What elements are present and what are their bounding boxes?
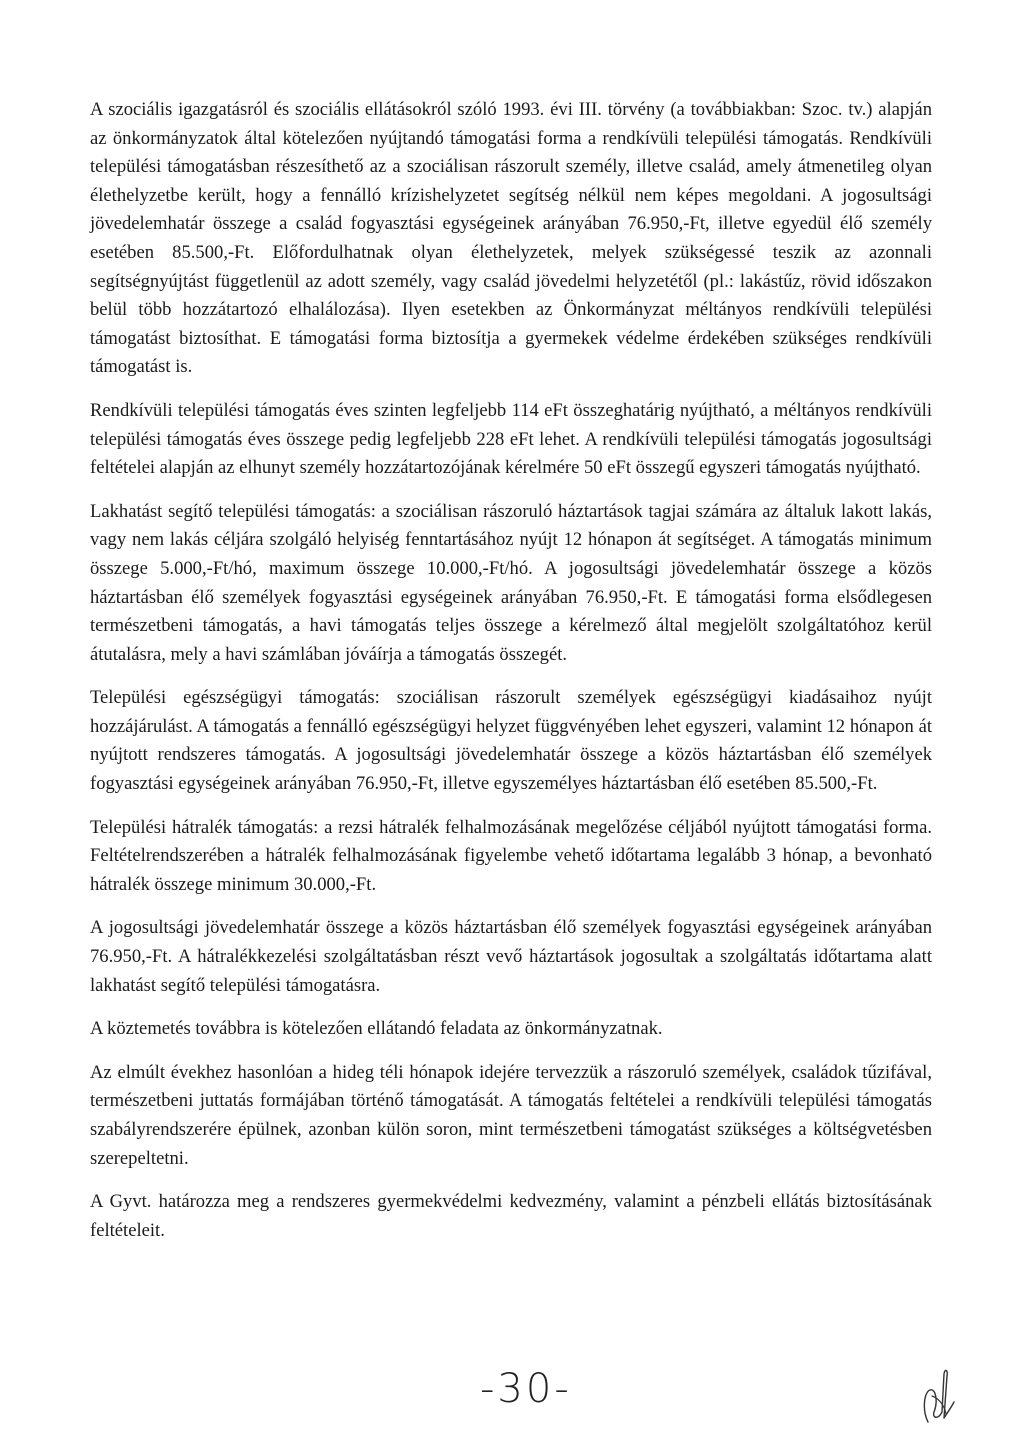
paragraph-7: A köztemetés továbbra is kötelezően ellátandó feladata az önkormányzatnak. xyxy=(90,1018,663,1040)
paragraph-9: A Gyvt. határozza meg a rendszeres gyermekvédelmi kedvezmény, valamint a pénzbeli ellátás biztosításának feltételeit. xyxy=(90,1191,932,1241)
paragraph-8: Az elmúlt évekhez hasonlóan a hideg téli hónapok idejére tervezzük a rászoruló személyek, családok tűzifával, természetbeni juttatás formájában történő támogatását. A támogatás feltételei a rendkívüli települési támogatás szabályrendszerére épülnek, azonban külön soron, mint természetbeni támogatást szükséges a költségvetésben szerepeltetni. xyxy=(90,1061,932,1169)
signature-icon xyxy=(918,1362,958,1428)
paragraph-1: A szociális igazgatásról és szociális ellátásokról szóló 1993. évi III. törvény (a továbbiakban: Szoc. tv.) alapján az önkormányzatok által kötelezően nyújtandó támogatási forma a rendkívüli települési támogatás. Rendkívüli települési támogatásban részesíthető az a szociálisan rászorult személy, illetve család, amely átmenetileg olyan élethelyzetbe került, hogy a fennálló krízishelyzetet segítség nélkül nem képes megoldani. A jogosultsági jövedelemhatár összege a család fogyasztási egységeinek arányában 76.950,-Ft, illetve egyedül élő személy esetében 85.500,-Ft. Előfordulhatnak olyan élethelyzetek, melyek szükségessé teszik az azonnali segítségnyújtást függetlenül az adott személy, vagy család jövedelmi helyzetétől (pl.: lakástűz, rövid időszakon belül több hozzátartozó elhalálozása). Ilyen esetekben az Önkormányzat méltányos rendkívüli települési támogatást biztosíthat. E támogatási forma biztosítja a gyermekek védelme érdekében szükséges rendkívüli támogatást is. xyxy=(90,99,932,378)
page-number: -30- xyxy=(480,1366,572,1412)
paragraph-3: Lakhatást segítő települési támogatás: a szociálisan rászoruló háztartások tagjai számára az általuk lakott lakás, vagy nem lakás céljára szolgáló helyiség fenntartásához nyújt 12 hónapon át segítséget. A támogatás minimum összege 5.000,-Ft/hó, maximum összege 10.000,-Ft/hó. A jogosultsági jövedelemhatár összege a közös háztartásban élő személyek fogyasztási egységeinek arányában 76.950,-Ft. E támogatási forma elsődlegesen természetbeni támogatás, a havi támogatás teljes összege a kérelmező által megjelölt szolgáltatóhoz kerül átutalásra, mely a havi számlában jóváírja a támogatás összegét. xyxy=(90,500,932,665)
paragraph-6: A jogosultsági jövedelemhatár összege a közös háztartásban élő személyek fogyasztási egységeinek arányában 76.950,-Ft. A hátralékkezelési szolgáltatásban részt vevő háztartások jogosultak a szolgáltatás időtartama alatt lakhatást segítő települési támogatásra. xyxy=(90,917,932,996)
paragraph-5: Települési hátralék támogatás: a rezsi hátralék felhalmozásának megelőzése céljából nyújtott támogatási forma. Feltételrendszerében a hátralék felhalmozásának figyelembe vehető időtartama legalább 3 hónap, a bevonható hátralék összege minimum 30.000,-Ft. xyxy=(90,816,932,895)
document-body xyxy=(90,96,932,1260)
paragraph-4: Települési egészségügyi támogatás: szociálisan rászorult személyek egészségügyi kiadásaihoz nyújt hozzájárulást. A támogatás a fennálló egészségügyi helyzet függvényében lehet egyszeri, valamint 12 hónapon át nyújtott rendszeres támogatás. A jogosultsági jövedelemhatár összege a közös háztartásban élő személyek fogyasztási egységeinek arányában 76.950,-Ft, illetve egyszemélyes háztartásban élő esetében 85.500,-Ft. xyxy=(90,687,932,795)
paragraph-2: Rendkívüli települési támogatás éves szinten legfeljebb 114 eFt összeghatárig nyújtható, a méltányos rendkívüli települési támogatás éves összege pedig legfeljebb 228 eFt lehet. A rendkívüli települési támogatás jogosultsági feltételei alapján az elhunyt személy hozzátartozójának kérelmére 50 eFt összegű egyszeri támogatás nyújtható. xyxy=(90,399,932,479)
